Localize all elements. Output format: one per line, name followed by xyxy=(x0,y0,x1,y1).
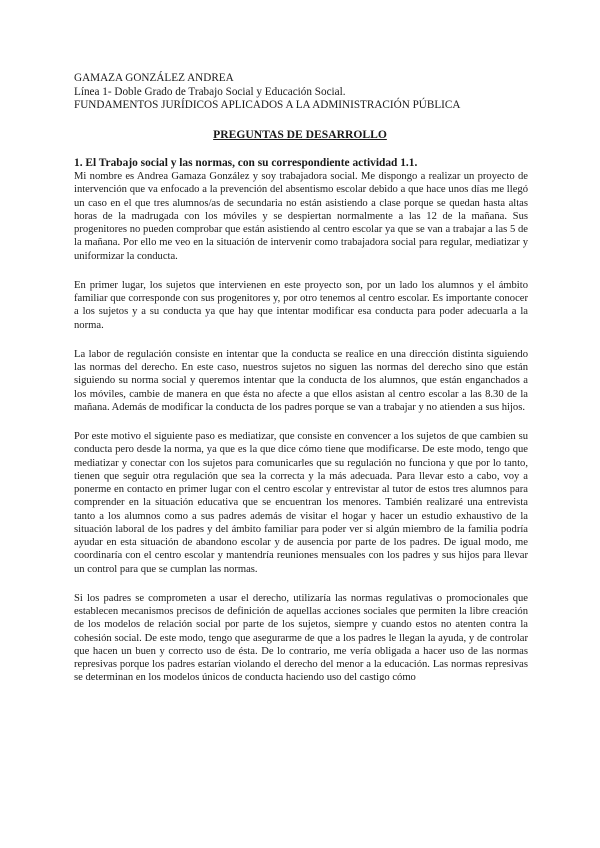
author-name: GAMAZA GONZÁLEZ ANDREA xyxy=(74,72,234,84)
paragraph: Mi nombre es Andrea Gamaza González y soy trabajadora social. Me dispongo a realizar un proyecto de intervención que va enfocado a la prevención del absentismo escolar debido a que hace unos días me llegó un caso en el que tres alumnos/as de secundaria no están asistiendo a clase porque se quedan hasta altas horas de la madrugada con los móviles y se despiertan normalmente a las 12 de la mañana. Sus progenitores no pueden comprobar que están asistiendo al centro escolar ya que se van a trabajar a las 5 de la mañana. Por ello me veo en la situación de intervenir como trabajadora social para regular, mediatizar y uniformizar la conducta. xyxy=(74,171,528,262)
subject-name: FUNDAMENTOS JURÍDICOS APLICADOS A LA ADMINISTRACIÓN PÚBLICA xyxy=(74,99,461,112)
paragraph: En primer lugar, los sujetos que intervienen en este proyecto son, por un lado los alumnos y el ámbito familiar que corresponde con sus progenitores y, por otro tenemos al centro escolar. Es importante conocer a los sujetos y a su conducta ya que hay que intentar modificar esa conducta para poder adecuarla a la norma. xyxy=(74,279,528,331)
document-header xyxy=(74,72,534,113)
paragraph: Por este motivo el siguiente paso es mediatizar, que consiste en convencer a los sujetos de que cambien su conducta pero desde la norma, ya que es la que dice cómo tiene que modificarse. De este modo, tengo que mediatizar y conectar con los sujetos para comunicarles que su regulación no funciona y que por lo tanto, tienen que seguir otra regulación que sea la correcta y la más adecuada. Para llevar esto a cabo, voy a ponerme en contacto en primer lugar con el centro escolar y entrevistar al tutor de estos tres alumnos para comprender en la situación educativa que se encuentran los menores. También realizaré una entrevista tanto a los alumnos como a sus padres además de visitar el hogar y hacer un estudio exhaustivo de la situación laboral de los padres y del ámbito familiar para poder ver si algún miembro de la familia podría ayudar en esta situación de abandono escolar y de ausencia por parte de los padres. De igual modo, me coordinaría con el centro escolar y mantendría reuniones mensuales con los padres y sus hijos para llevar un control para que se cumplan las normas. xyxy=(74,431,528,575)
course-line: Línea 1- Doble Grado de Trabajo Social y Educación Social. xyxy=(74,85,346,98)
section-heading: 1. El Trabajo social y las normas, con su correspondiente actividad 1.1. xyxy=(74,157,418,169)
paragraph: Si los padres se comprometen a usar el derecho, utilizaría las normas regulativas o promocionales que establecen mecanismos precisos de definición de aquellas acciones sociales que permiten la libre creación de los modelos de relación social por parte de los sujetos, siempre y cuando estos no atenten contra la cohesión social. De este modo, tengo que asegurarme de que a los padres le llegan la ayuda, y de controlar que hacen un buen y correcto uso de ésta. De lo contrario, me vería obligada a hacer uso de las normas represivas porque los padres estarían violando el derecho del menor a la educación. Las normas represivas se determinan en los modelos únicos de conducta haciendo uso del castigo cómo xyxy=(74,592,528,684)
document-body xyxy=(74,157,528,701)
document-title: PREGUNTAS DE DESARROLLO xyxy=(213,128,387,141)
paragraph: La labor de regulación consiste en intentar que la conducta se realice en una dirección distinta siguiendo las normas del derecho. En este caso, nuestros sujetos no siguen las normas del derecho sino que están siguiendo su norma social y queremos intentar que la conducta de los alumnos, que están enganchados a los móviles, cambie de manera en que ésta no afecte a que ellos asistan al centro escolar a las 8.30 de la mañana. Además de modificar la conducta de los padres porque se van a trabajar y no atienden a sus hijos. xyxy=(74,348,528,413)
